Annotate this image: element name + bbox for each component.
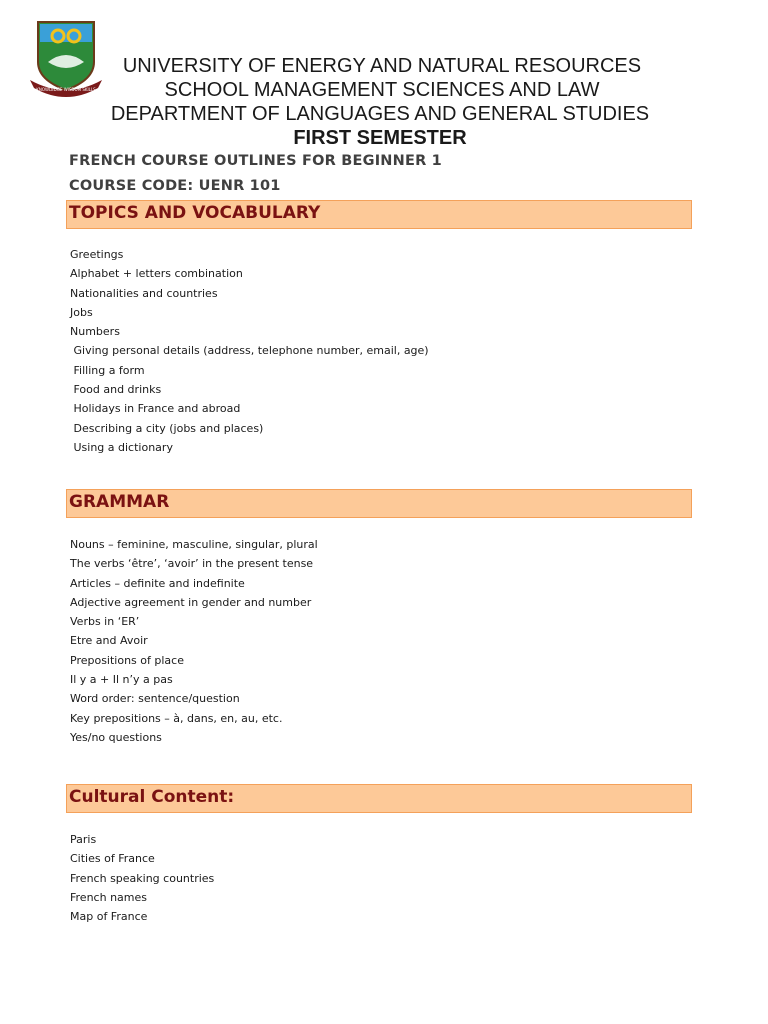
list-item: Greetings — [70, 248, 124, 261]
list-item: Giving personal details (address, telephone number, email, age) — [70, 344, 429, 358]
list-item: Word order: sentence/question — [70, 692, 240, 706]
grammar-list — [70, 535, 318, 747]
list-item: French speaking countries — [70, 871, 215, 885]
course-title: FRENCH COURSE OUTLINES FOR BEGINNER 1 — [69, 153, 442, 169]
section-cultural-header — [66, 784, 692, 813]
university-crest-logo — [28, 18, 104, 98]
list-item: Numbers — [70, 325, 120, 339]
list-item: Articles – definite and indefinite — [70, 576, 245, 590]
section-grammar-title: GRAMMAR — [69, 492, 170, 512]
course-code: COURSE CODE: UENR 101 — [69, 178, 281, 194]
list-item: Paris — [70, 833, 97, 846]
topics-list — [70, 245, 429, 457]
list-item: Alphabet + letters combination — [70, 267, 243, 281]
section-topics-header — [66, 200, 692, 229]
list-item: Cities of France — [70, 852, 155, 866]
list-item: Adjective agreement in gender and number — [70, 595, 312, 609]
list-item: French names — [70, 890, 147, 904]
list-item: Prepositions of place — [70, 653, 184, 667]
list-item: Jobs — [70, 305, 93, 319]
section-grammar-header — [66, 489, 692, 518]
list-item: Map of France — [70, 910, 148, 924]
list-item: Describing a city (jobs and places) — [70, 421, 264, 435]
list-item: Verbs in ‘ER’ — [70, 615, 140, 629]
university-name: UNIVERSITY OF ENERGY AND NATURAL RESOURCES — [122, 55, 642, 77]
school-name: SCHOOL MANAGEMENT SCIENCES AND LAW — [164, 79, 600, 101]
list-item: The verbs ‘être’, ‘avoir’ in the present tense — [70, 557, 314, 571]
list-item: Food and drinks — [70, 383, 162, 397]
department-name: DEPARTMENT OF LANGUAGES AND GENERAL STUDIES — [110, 103, 650, 125]
list-item: Yes/no questions — [70, 730, 162, 744]
list-item: Filling a form — [70, 363, 145, 377]
list-item: Nouns – feminine, masculine, singular, plural — [70, 538, 318, 551]
cultural-list — [70, 830, 214, 926]
semester-title: FIRST SEMESTER — [293, 127, 467, 149]
list-item: Using a dictionary — [70, 440, 173, 454]
list-item: Il y a + Il n’y a pas — [70, 673, 173, 687]
list-item: Nationalities and countries — [70, 286, 218, 300]
list-item: Holidays in France and abroad — [70, 402, 241, 416]
section-topics-title: TOPICS AND VOCABULARY — [69, 203, 321, 223]
list-item: Key prepositions – à, dans, en, au, etc. — [70, 711, 283, 725]
section-cultural-title: Cultural Content: — [69, 787, 235, 807]
list-item: Etre and Avoir — [70, 634, 148, 648]
svg-text:KNOWLEDGE WISDOM SKILLS: KNOWLEDGE WISDOM SKILLS — [36, 87, 96, 92]
